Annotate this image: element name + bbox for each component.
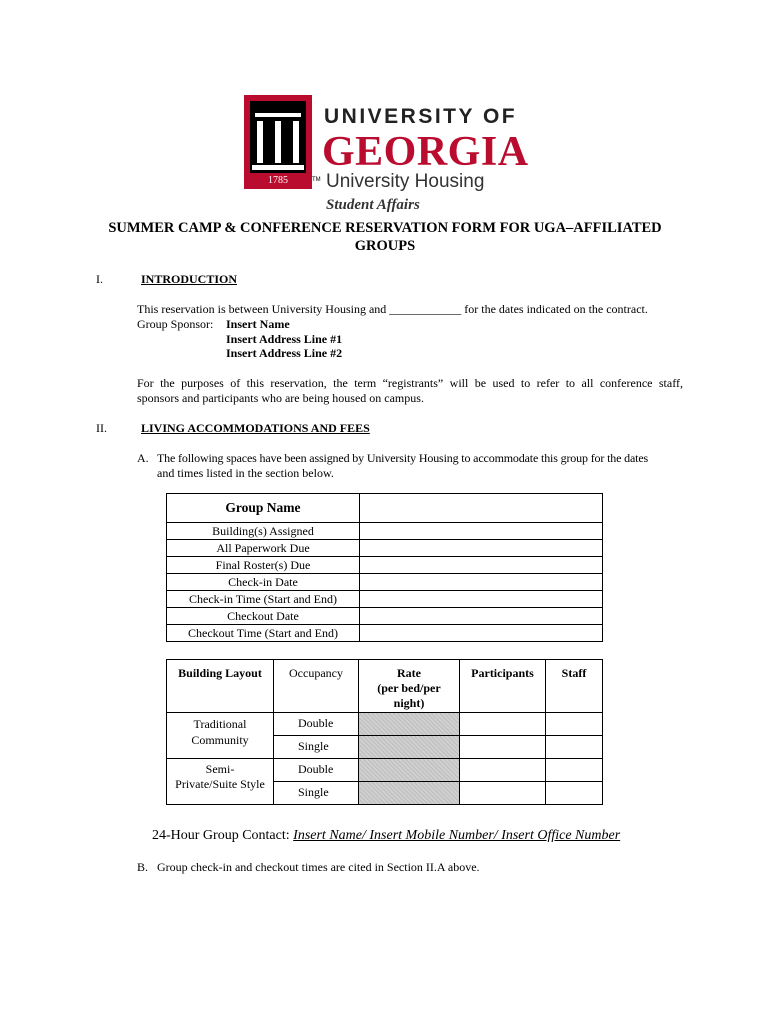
occupancy-double: Double [274, 713, 359, 736]
itemA-line1: The following spaces have been assigned by University Housing to accommodate this group for the dates [157, 451, 649, 465]
occupancy-header: Occupancy [274, 660, 359, 713]
staff-cell[interactable] [546, 759, 603, 782]
rates-header-row [167, 660, 603, 713]
logo-line3: University Housing [326, 171, 485, 192]
occupancy-single: Single [274, 782, 359, 805]
participants-cell[interactable] [460, 782, 546, 805]
table-row [167, 713, 603, 736]
participants-header: Participants [460, 660, 546, 713]
logo-line4: Student Affairs [326, 197, 420, 213]
section2-number: II. [96, 421, 107, 435]
contact-value[interactable]: Insert Name/ Insert Mobile Number/ Insert Office Number [293, 828, 621, 843]
sponsor-label: Group Sponsor: [137, 317, 214, 331]
staff-cell[interactable] [546, 736, 603, 759]
staff-header: Staff [546, 660, 603, 713]
itemA-letter: A. [137, 451, 149, 465]
row-value[interactable] [360, 523, 603, 540]
participants-cell[interactable] [460, 713, 546, 736]
contact-label: 24-Hour Group Contact: [152, 828, 290, 843]
row-value[interactable] [360, 574, 603, 591]
itemA-line2: and times listed in the section below. [157, 466, 334, 480]
itemB-text: Group check-in and checkout times are cited in Section II.A above. [157, 860, 480, 874]
row-label: All Paperwork Due [167, 540, 360, 557]
rate-cell-shaded [359, 736, 460, 759]
table-row [167, 759, 603, 782]
row-value[interactable] [360, 625, 603, 642]
row-label: Building(s) Assigned [167, 523, 360, 540]
table-row [167, 557, 603, 574]
table-row [167, 540, 603, 557]
occupancy-double: Double [274, 759, 359, 782]
layout-suite: Semi-Private/Suite Style [167, 759, 274, 805]
sponsor-address-1: Insert Address Line #1 [226, 332, 343, 346]
staff-cell[interactable] [546, 713, 603, 736]
row-label: Check-in Date [167, 574, 360, 591]
row-label: Check-in Time (Start and End) [167, 591, 360, 608]
group-name-header: Group Name [167, 494, 360, 523]
row-value[interactable] [360, 540, 603, 557]
logo-line2: GEORGIA [322, 129, 529, 175]
rate-cell-shaded [359, 782, 460, 805]
rate-header: Rate (per bed/per night) [359, 660, 460, 713]
uga-logo [244, 95, 534, 215]
row-value[interactable] [360, 608, 603, 625]
staff-cell[interactable] [546, 782, 603, 805]
layout-traditional: Traditional Community [167, 713, 274, 759]
itemB-letter: B. [137, 860, 149, 874]
section2-heading: LIVING ACCOMMODATIONS AND FEES [141, 421, 370, 435]
table-row [167, 625, 603, 642]
sponsor-name: Insert Name [226, 317, 290, 331]
table-header-row [167, 494, 603, 523]
participants-cell[interactable] [460, 759, 546, 782]
registrants-para-line1: For the purposes of this reservation, the term “registrants” will be used to refer to all conference staff, [137, 376, 683, 390]
row-label: Final Roster(s) Due [167, 557, 360, 574]
registrants-para-line2: sponsors and participants who are being housed on campus. [137, 391, 424, 405]
rate-cell-shaded [359, 759, 460, 782]
section1-heading: INTRODUCTION [141, 272, 238, 286]
group-contact-line [152, 828, 620, 844]
building-layout-header: Building Layout [167, 660, 274, 713]
arch-logo-icon [244, 95, 312, 189]
row-value[interactable] [360, 591, 603, 608]
table-row [167, 591, 603, 608]
trademark: TM [312, 177, 321, 183]
row-label: Checkout Time (Start and End) [167, 625, 360, 642]
form-title: SUMMER CAMP & CONFERENCE RESERVATION FORM FOR UGA–AFFILIATED GROUPS [108, 220, 662, 254]
row-label: Checkout Date [167, 608, 360, 625]
rate-cell-shaded [359, 713, 460, 736]
table-row [167, 523, 603, 540]
svg-text:1785: 1785 [268, 175, 288, 186]
table-row [167, 574, 603, 591]
group-name-value[interactable] [360, 494, 603, 523]
participants-cell[interactable] [460, 736, 546, 759]
sponsor-address-2: Insert Address Line #2 [226, 346, 343, 360]
row-value[interactable] [360, 557, 603, 574]
table-row [167, 608, 603, 625]
logo-line1: UNIVERSITY OF [324, 105, 518, 128]
schedule-table [166, 493, 603, 642]
rates-table [166, 659, 603, 805]
intro-paragraph: This reservation is between University Housing and ____________ for the dates indicated on the contract. [137, 302, 648, 316]
section1-number: I. [96, 272, 103, 286]
occupancy-single: Single [274, 736, 359, 759]
